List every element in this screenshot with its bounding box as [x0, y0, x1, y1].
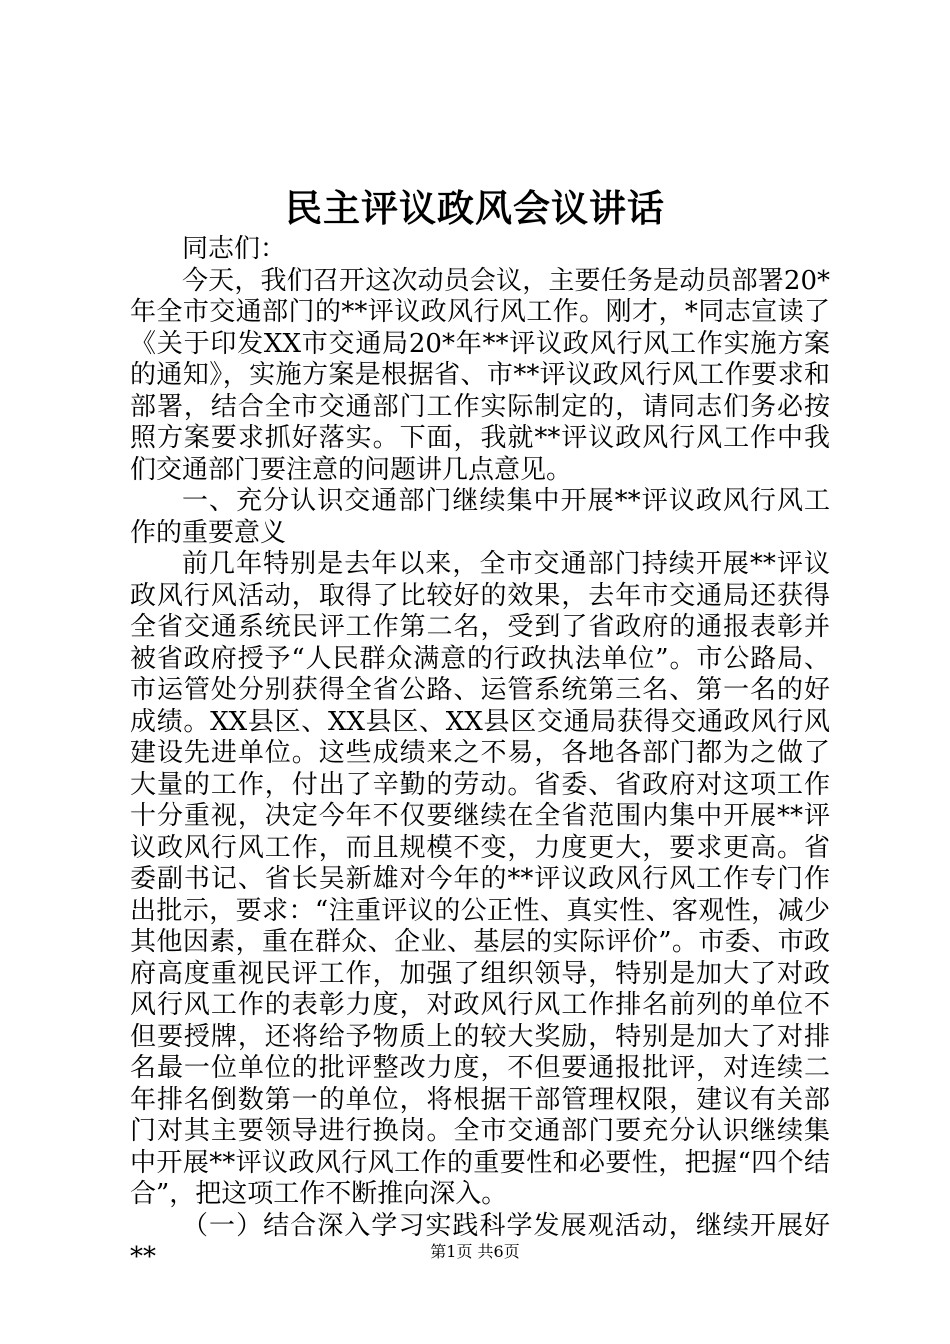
document-body	[130, 234, 830, 1274]
paragraph-intro: 今天，我们召开这次动员会议，主要任务是动员部署20*年全市交通部门的**评议政风行风工作。刚才，*同志宣读了《关于印发XX市交通局20*年**评议政风行风工作实施方案的通知》，实施方案是根据省、市**评议政风行风工作要求和部署，结合全市交通部门工作实际制定的，请同志们务必按照方案要求抓好落实。下面，我就**评议政风行风工作中我们交通部门要注意的问题讲几点意见。	[130, 265, 830, 485]
document-title: 民主评议政风会议讲话	[285, 186, 665, 230]
paragraph-salutation: 同志们：	[182, 234, 287, 264]
section-heading-1: 一、充分认识交通部门继续集中开展**评议政风行风工作的重要意义	[130, 486, 830, 548]
paragraph-section-1: 前几年特别是去年以来，全市交通部门持续开展**评议政风行风活动，取得了比较好的效果，去年市交通局还获得全省交通系统民评工作第二名，受到了省政府的通报表彰并被省政府授予“人民群众满意的行政执法单位”。市公路局、市运管处分别获得全省公路、运管系统第三名、第一名的好成绩。XX县区、XX县区、XX县区交通局获得交通政风行风建设先进单位。这些成绩来之不易，各地各部门都为之做了大量的工作，付出了辛勤的劳动。省委、省政府对这项工作十分重视，决定今年不仅要继续在全省范围内集中开展**评议政风行风工作，而且规模不变，力度更大，要求更高。省委副书记、省长吴新雄对今年的**评议政风行风工作专门作出批示，要求：“注重评议的公正性、真实性、客观性，减少其他因素，重在群众、企业、基层的实际评价”。市委、市政府高度重视民评工作，加强了组织领导，特别是加大了对政风行风工作的表彰力度，对政风行风工作排名前列的单位不但要授牌，还将给予物质上的较大奖励，特别是加大了对排名最一位单位的批评整改力度，不但要通报批评，对连续二年排名倒数第一的单位，将根据干部管理权限，建议有关部门对其主要领导进行换岗。全市交通部门要充分认识继续集中开展**评议政风行风工作的重要性和必要性，把握“四个结合”，把这项工作不断推向深入。	[130, 549, 830, 1209]
subsection-heading-1: （一）结合深入学习实践科学发展观活动，继续开展好**	[130, 1210, 830, 1272]
page-footer: 第1页 共6页	[430, 1242, 520, 1261]
